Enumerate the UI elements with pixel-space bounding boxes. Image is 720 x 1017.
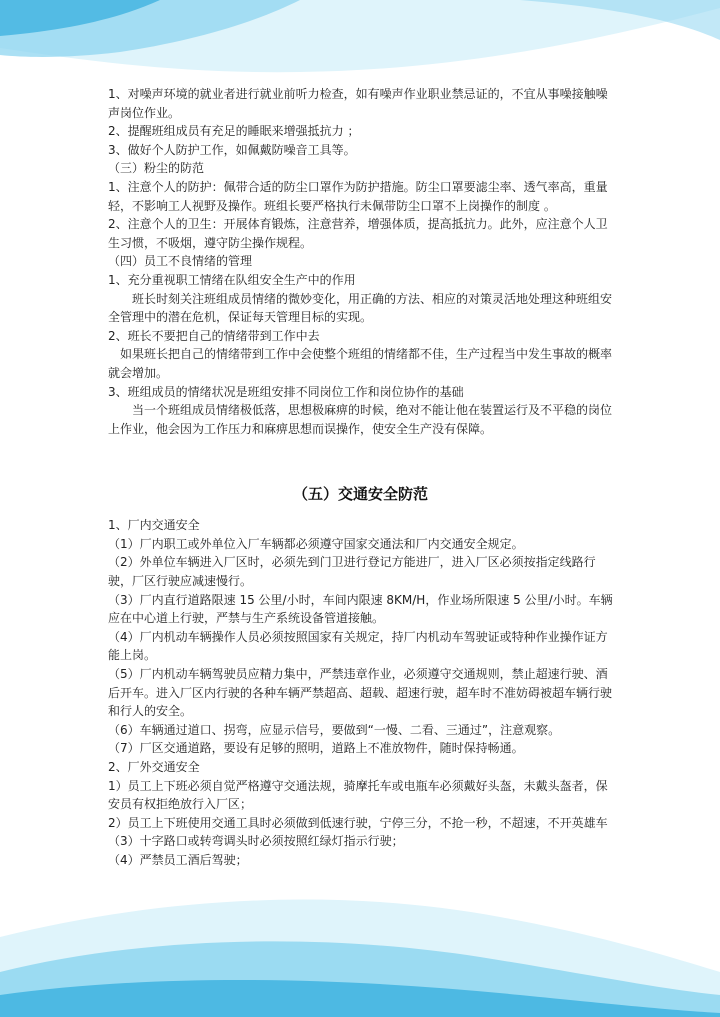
noise-item-1: 1、对噪声环境的就业者进行就业前听力检查，如有噪声作业职业禁忌证的，不宜从事噪接触噪声岗位作业。 — [108, 87, 608, 120]
dust-heading: （三）粉尘的防范 — [108, 161, 205, 176]
emotion-item-1-body: 班长时刻关注班组成员情绪的微妙变化，用正确的方法、相应的对策灵活地处理这种班组安全管理中的潜在危机，保证每天管理目标的实现。 — [108, 291, 613, 325]
bottom-wave-mid — [0, 941, 720, 1017]
noise-item-3: 3、做好个人防护工作，如佩戴防噪音工具等。 — [108, 142, 356, 157]
noise-item-2: 2、提醒班组成员有充足的睡眠来增强抵抗力 ； — [108, 124, 360, 139]
traffic-inner-item-5: （5）厂内机动车辆驾驶员应精力集中，严禁违章作业，必须遵守交通规则，禁止超速行驶、酒后开车。进入厂区内行驶的各种车辆严禁超高、超载、超速行驶，超车时不准妨碍被超车辆行驶和行人的安全。 — [108, 667, 613, 719]
emotion-item-2-body: 如果班长把自己的情绪带到工作中会使整个班组的情绪都不佳，生产过程当中发生事故的概率就会增加。 — [108, 347, 613, 380]
traffic-inner-item-3: （3）厂内直行道路限速 15 公里/小时，车间内限速 8KM/H，作业场所限速 5 公里/小时。车辆应在中心道上行驶，严禁与生产系统设备管道接触。 — [108, 592, 613, 626]
top-wave-mid — [0, 0, 300, 57]
bottom-wave-light — [0, 900, 720, 1017]
top-wave-light — [0, 0, 720, 72]
dust-item-2: 2、注意个人的卫生：开展体育锻炼，注意营养，增强体质，提高抵抗力。此外，应注意个人卫生习惯，不吸烟，遵守防尘操作规程。 — [108, 217, 608, 250]
traffic-outer-item-1: 1）员工上下班必须自觉严格遵守交通法规，骑摩托车或电瓶车必须戴好头盔，未戴头盔者，保安员有权拒绝放行入厂区； — [108, 778, 608, 812]
top-wave-right — [520, 0, 720, 40]
document-body — [108, 85, 613, 870]
traffic-section-title: （五）交通安全防范 — [292, 485, 428, 504]
traffic-inner-item-6: （6）车辆通过道口、拐弯，应显示信号，要做到“一慢、二看、三通过”，注意观察。 — [108, 722, 561, 737]
traffic-outer-heading: 2、厂外交通安全 — [108, 760, 200, 774]
emotion-heading: （四）员工不良情绪的管理 — [108, 254, 253, 269]
traffic-inner-item-7: （7）厂区交通道路，要设有足够的照明，道路上不准放物件，随时保持畅通。 — [108, 741, 524, 756]
bottom-wave-decoration — [0, 877, 720, 1017]
traffic-outer-item-4: （4）严禁员工酒后驾驶； — [108, 852, 248, 867]
emotion-item-2-title: 2、班长不要把自己的情绪带到工作中去 — [108, 328, 320, 343]
traffic-outer-item-3: （3）十字路口或转弯调头时必须按照红绿灯指示行驶； — [108, 834, 404, 849]
top-wave-deep — [0, 0, 160, 36]
emotion-item-3-title: 3、班组成员的情绪状况是班组安排不同岗位工作和岗位协作的基础 — [108, 384, 464, 399]
emotion-item-3-body: 当一个班组成员情绪极低落，思想极麻痹的时候，绝对不能让他在装置运行及不平稳的岗位上作业，他会因为工作压力和麻痹思想而误操作，使安全生产没有保障。 — [108, 403, 613, 436]
bottom-wave-deep — [0, 980, 720, 1017]
traffic-inner-item-1: （1）厂内职工或外单位入厂车辆都必须遵守国家交通法和厂内交通安全规定。 — [108, 536, 524, 551]
traffic-inner-heading: 1、厂内交通安全 — [108, 518, 200, 533]
traffic-inner-item-2: （2）外单位车辆进入厂区时，必须先到门卫进行登记方能进厂，进入厂区必须按指定线路行驶，厂区行驶应减速慢行。 — [108, 555, 596, 589]
dust-item-1: 1、注意个人的防护：佩带合适的防尘口罩作为防护措施。防尘口罩要滤尘率、透气率高，重量轻，不影响工人视野及操作。班组长要严格执行未佩带防尘口罩不上岗操作的制度 。 — [108, 179, 608, 213]
emotion-item-1-title: 1、充分重视职工情绪在队组安全生产中的作用 — [108, 272, 356, 287]
traffic-inner-item-4: （4）厂内机动车辆操作人员必须按照国家有关规定，持厂内机动车驾驶证或特种作业操作证方能上岗。 — [108, 629, 608, 663]
traffic-outer-item-2: 2）员工上下班使用交通工具时必须做到低速行驶，宁停三分，不抢一秒，不超速，不开英雄车 — [108, 815, 608, 830]
